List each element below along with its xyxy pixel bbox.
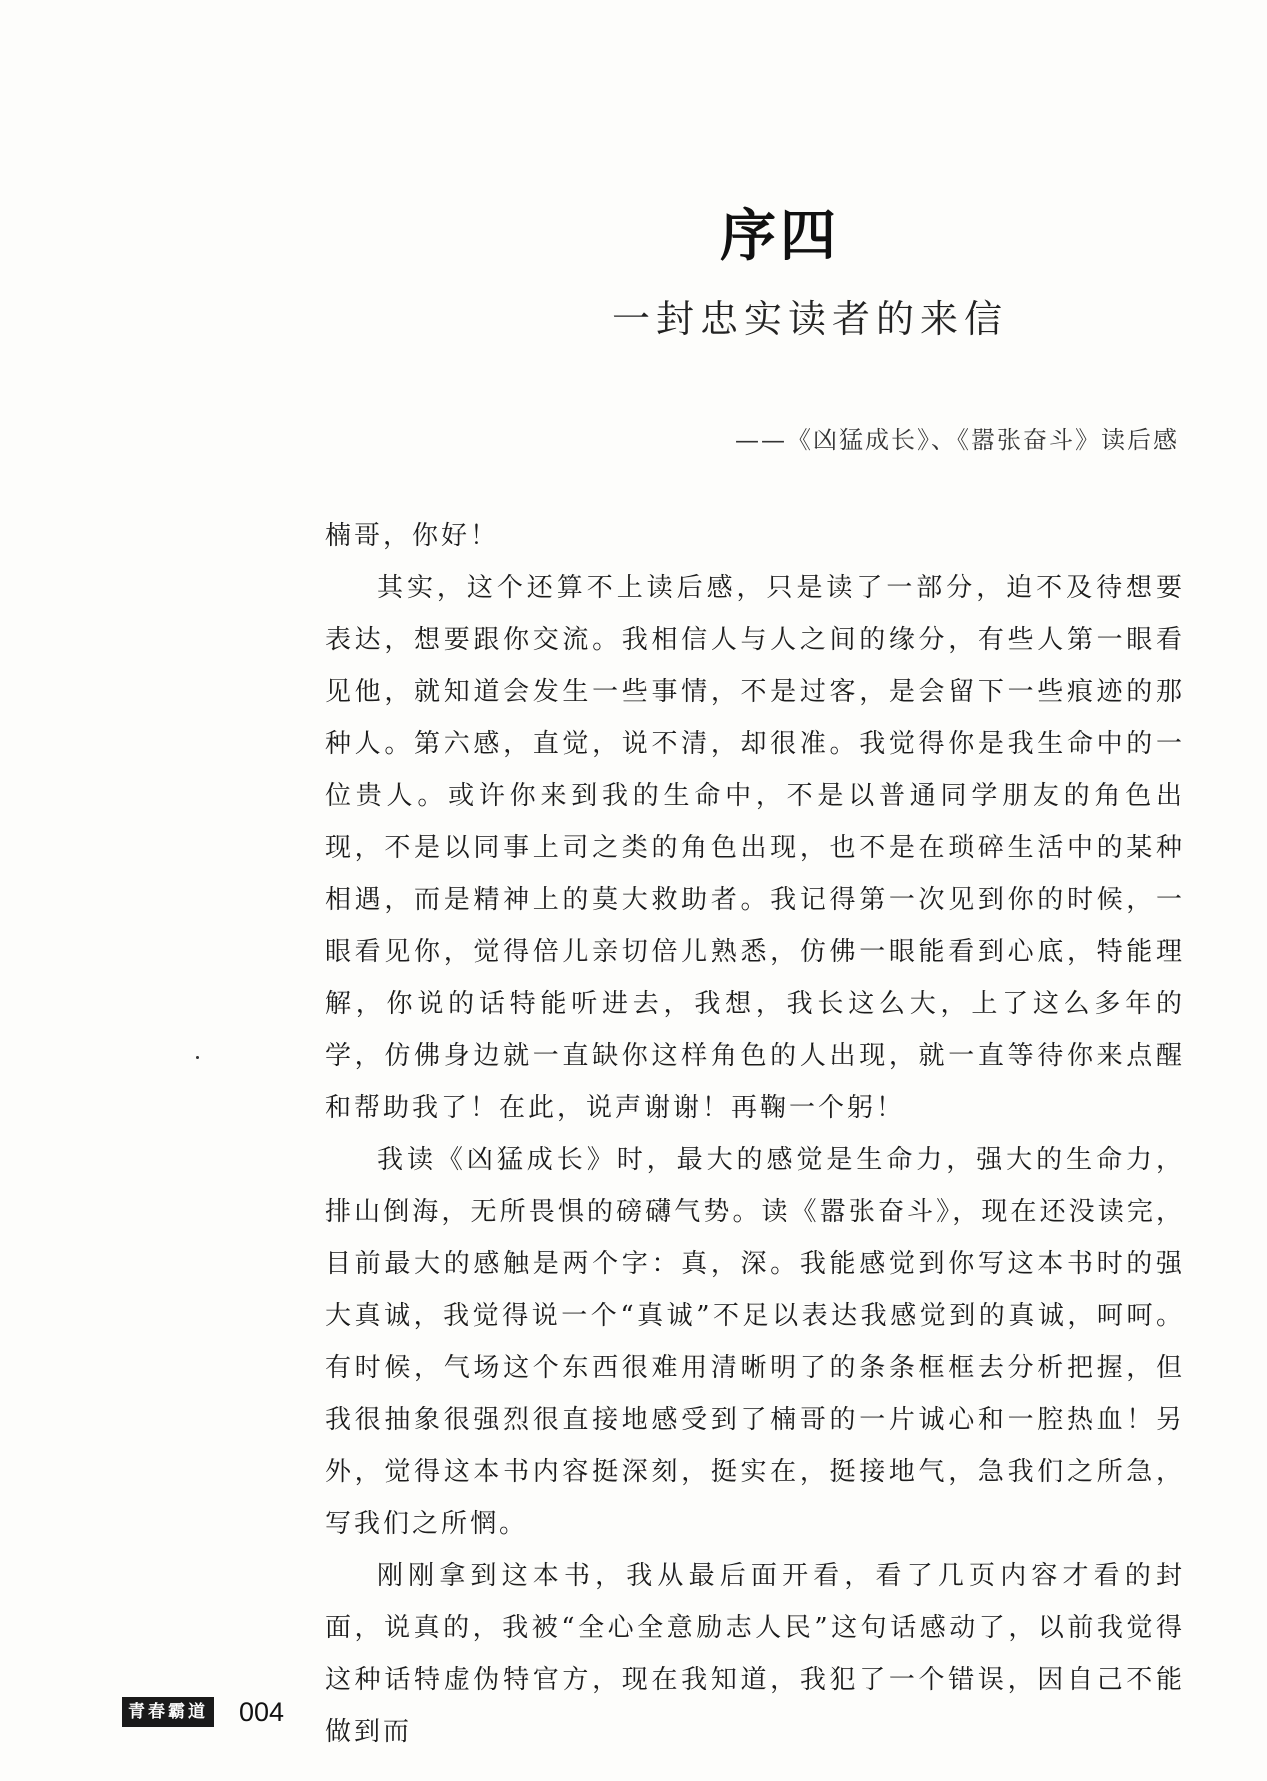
series-logo: 青春霸道 — [122, 1697, 214, 1727]
chapter-byline: ——《凶猛成长》、《嚣张奋斗》读后感 — [735, 426, 1179, 454]
salutation: 楠哥，你好！ — [325, 521, 500, 551]
scan-speck — [196, 1056, 199, 1059]
chapter-title: 序四 — [720, 203, 840, 269]
body-paragraph: 刚刚拿到这本书，我从最后面开看，看了几页内容才看的封面，说真的，我被“全心全意励志人民”这句话感动了，以前我觉得这种话特虚伪特官方，现在我知道，我犯了一个错误，因自己不能做到而 — [325, 1561, 1185, 1747]
body-paragraph: 其实，这个还算不上读后感，只是读了一部分，迫不及待想要表达，想要跟你交流。我相信人与人之间的缘分，有些人第一眼看见他，就知道会发生一些事情，不是过客，是会留下一些痕迹的那种人。第六感，直觉，说不清，却很准。我觉得你是我生命中的一位贵人。或许你来到我的生命中，不是以普通同学朋友的角色出现，不是以同事上司之类的角色出现，也不是在琐碎生活中的某种相遇，而是精神上的莫大救助者。我记得第一次见到你的时候，一眼看见你，觉得倍儿亲切倍儿熟悉，仿佛一眼能看到心底，特能理解，你说的话特能听进去，我想，我长这么大，上了这么多年的学，仿佛身边就一直缺你这样角色的人出现，就一直等待你来点醒和帮助我了！在此，说声谢谢！再鞠一个躬！ — [325, 573, 1185, 1123]
chapter-subtitle: 一封忠实读者的来信 — [612, 297, 1009, 341]
body-paragraph: 我读《凶猛成长》时，最大的感觉是生命力，强大的生命力，排山倒海，无所畏惧的磅礴气势。读《嚣张奋斗》，现在还没读完，目前最大的感触是两个字：真，深。我能感觉到你写这本书时的强大真诚，我觉得说一个“真诚”不足以表达我感觉到的真诚，呵呵。有时候，气场这个东西很难用清晰明了的条条框框去分析把握，但我很抽象很强烈很直接地感受到了楠哥的一片诚心和一腔热血！另外，觉得这本书内容挺深刻，挺实在，挺接地气，急我们之所急，写我们之所惘。 — [325, 1145, 1185, 1539]
page-number: 004 — [239, 1697, 285, 1727]
letter-body — [325, 510, 1185, 1758]
